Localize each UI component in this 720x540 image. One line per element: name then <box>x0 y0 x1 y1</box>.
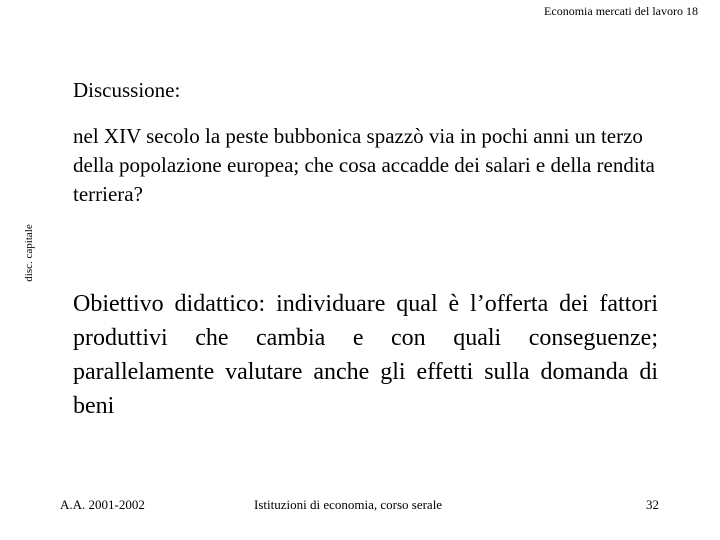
footer-page-number: 32 <box>646 497 659 512</box>
footer-course: Istituzioni di economia, corso serale <box>254 497 443 512</box>
side-label: disc. capitale <box>23 224 35 282</box>
header-course-page: Economia mercati del lavoro 18 <box>544 4 698 18</box>
learning-objective: Obiettivo didattico: individuare qual è l’offerta dei fattori produttivi che cambia e con quali conseguenze; parallelamente valutare anche gli effetti sulla domanda di beni <box>73 291 658 419</box>
slide-title: Discussione: <box>73 78 181 102</box>
footer-year: A.A. 2001-2002 <box>60 497 145 512</box>
discussion-question: nel XIV secolo la peste bubbonica spazzò via in pochi anni un terzo della popolazione europea; che cosa accadde dei salari e della rendita terriera? <box>73 124 655 206</box>
